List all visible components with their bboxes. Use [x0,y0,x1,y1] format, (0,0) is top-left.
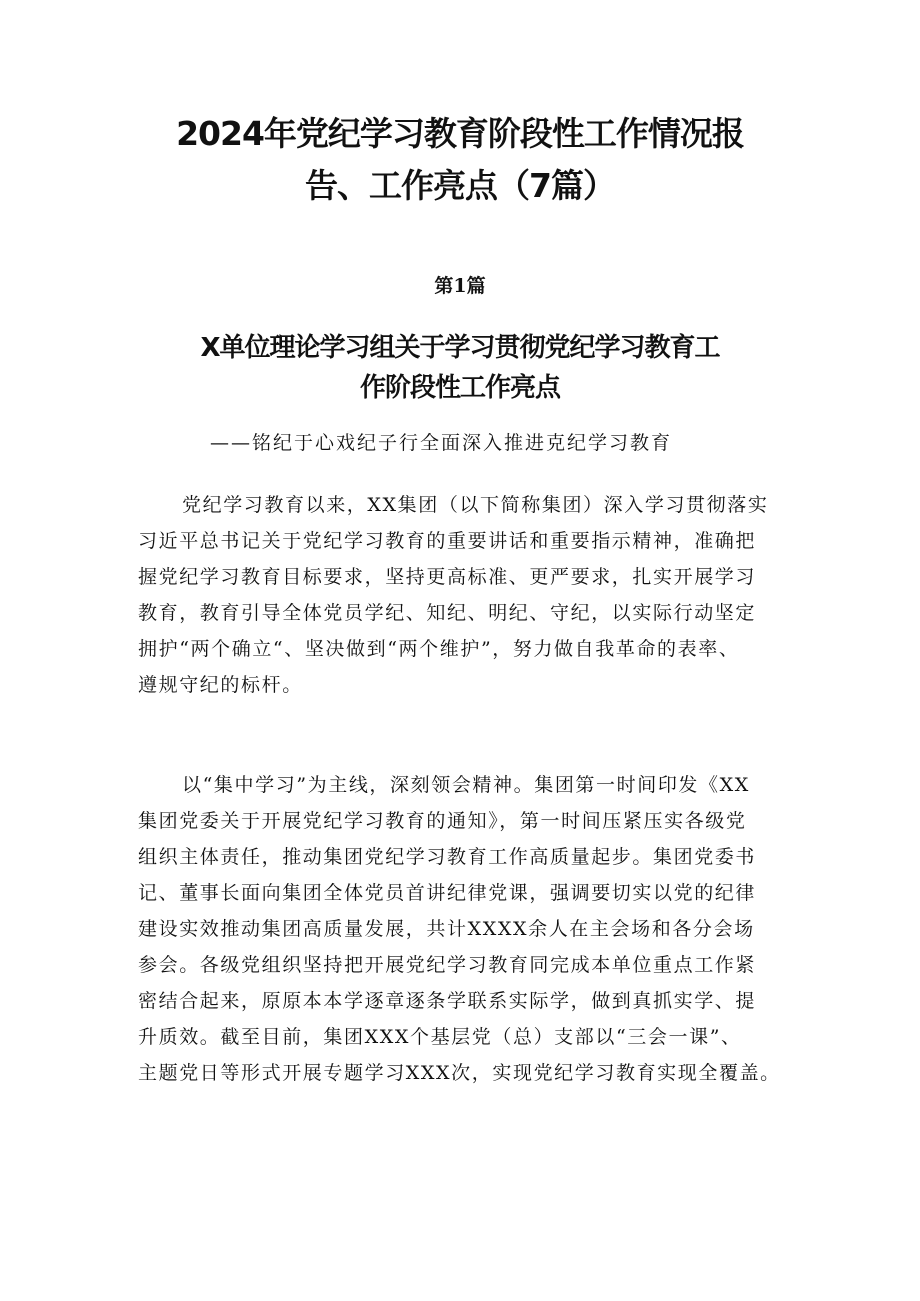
document-title-line: 告、工作亮点（7篇） [305,166,615,205]
article-title-line: 作阶段性工作亮点 [359,373,560,403]
section-label: 第1篇 [434,275,486,297]
paragraph-line: 习近平总书记关于党纪学习教育的重要讲话和重要指示精神，准确把 [138,530,757,552]
paragraph-line: 升质效。截至目前，集团XXX个基层党（总）支部以“三会一课”、 [138,1026,742,1048]
paragraph-line: 集团党委关于开展党纪学习教育的通知》，第一时间压紧压实各级党 [138,810,747,832]
paragraph-line: 建设实效推动集团高质量发展，共计XXXX余人在主会场和各分会场 [138,918,755,940]
article-subtitle: ——铭纪于心戏纪子行全面深入推进克纪学习教育 [210,432,673,454]
document-title [140,108,780,212]
paragraph-line: 参会。各级党组织坚持把开展党纪学习教育同完成本单位重点工作紧 [138,954,757,976]
paragraph-line: 拥护“两个确立“、坚决做到“两个维护”，努力做自我革命的表率、 [138,638,740,660]
paragraph-line: 组织主体责任，推动集团党纪学习教育工作高质量起步。集团党委书 [138,846,757,868]
document-title-line: 2024年党纪学习教育阶段性工作情况报 [176,114,744,153]
paragraph-line: 遵规守纪的标杆。 [138,674,303,696]
paragraph-line: 以“集中学习”为主线，深刻领会精神。集团第一时间印发《XX [182,774,750,796]
body-paragraph [138,767,798,1091]
paragraph-line: 教育，教育引导全体党员学纪、知纪、明纪、守纪，以实际行动坚定 [138,602,757,624]
paragraph-line: 党纪学习教育以来，XX集团（以下简称集团）深入学习贯彻落实 [182,494,769,516]
body-paragraph [138,487,798,703]
paragraph-line: 主题党日等形式开展专题学习XXX次，实现党纪学习教育实现全覆盖。 [138,1062,781,1084]
paragraph-line: 记、董事长面向集团全体党员首讲纪律党课，强调要切实以党的纪律 [138,882,757,904]
article-title-line: X单位理论学习组关于学习贯彻党纪学习教育工 [200,333,720,363]
paragraph-line: 握党纪学习教育目标要求，坚持更高标准、更严要求，扎实开展学习 [138,566,757,588]
article-title [140,328,780,408]
paragraph-line: 密结合起来，原原本本学逐章逐条学联系实际学，做到真抓实学、提 [138,990,757,1012]
